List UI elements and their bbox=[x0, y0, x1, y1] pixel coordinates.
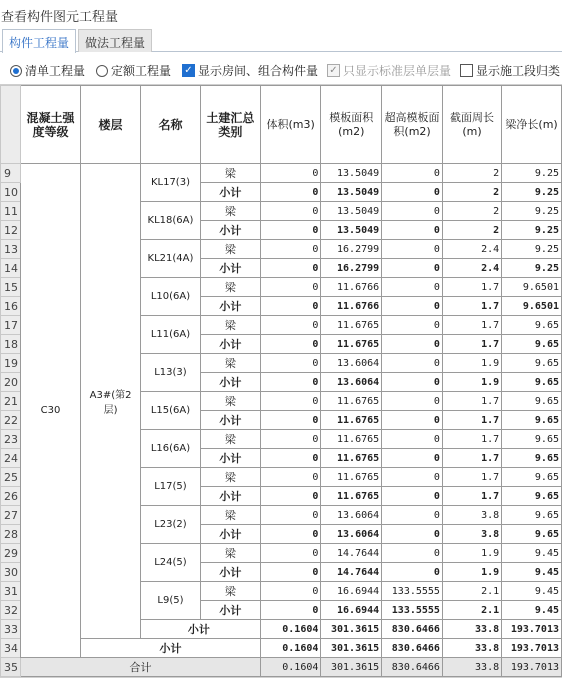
row-number: 11 bbox=[1, 202, 21, 221]
total-value: 0.1604 bbox=[260, 658, 320, 677]
overheight-cell: 0 bbox=[382, 183, 443, 202]
header-perimeter[interactable]: 截面周长(m) bbox=[442, 86, 501, 164]
perimeter-cell: 1.9 bbox=[442, 354, 501, 373]
row-number: 35 bbox=[1, 658, 21, 677]
overheight-cell: 0 bbox=[382, 430, 443, 449]
radio-selected-icon[interactable] bbox=[10, 65, 22, 77]
category-cell: 梁 bbox=[200, 316, 260, 335]
row-number: 28 bbox=[1, 525, 21, 544]
category-cell: 小计 bbox=[200, 525, 260, 544]
volume-cell: 0 bbox=[260, 316, 320, 335]
option-show-construction[interactable] bbox=[460, 62, 560, 79]
perimeter-cell: 2 bbox=[442, 221, 501, 240]
total-value: 830.6466 bbox=[382, 658, 443, 677]
length-cell: 9.65 bbox=[502, 392, 562, 411]
perimeter-cell: 1.7 bbox=[442, 297, 501, 316]
option-show-standard bbox=[327, 62, 451, 79]
tab-bar bbox=[0, 27, 562, 52]
category-cell: 梁 bbox=[200, 202, 260, 221]
volume-cell: 0 bbox=[260, 373, 320, 392]
subtotal-value: 830.6466 bbox=[382, 639, 443, 658]
formwork-cell: 13.6064 bbox=[321, 525, 382, 544]
overheight-cell: 0 bbox=[382, 373, 443, 392]
category-cell: 梁 bbox=[200, 506, 260, 525]
length-cell: 9.25 bbox=[502, 183, 562, 202]
row-number: 10 bbox=[1, 183, 21, 202]
formwork-cell: 13.5049 bbox=[321, 183, 382, 202]
radio-unselected-icon[interactable] bbox=[96, 65, 108, 77]
subtotal-value: 33.8 bbox=[442, 639, 501, 658]
volume-cell: 0 bbox=[260, 221, 320, 240]
length-cell: 9.45 bbox=[502, 601, 562, 620]
perimeter-cell: 2 bbox=[442, 164, 501, 183]
option-show-standard-label: 只显示标准层单层量 bbox=[343, 64, 452, 78]
volume-cell: 0 bbox=[260, 449, 320, 468]
overheight-cell: 0 bbox=[382, 449, 443, 468]
volume-cell: 0 bbox=[260, 297, 320, 316]
tab-component-quantity[interactable]: 构件工程量 bbox=[2, 29, 76, 53]
option-qingdan-label: 清单工程量 bbox=[25, 64, 86, 78]
perimeter-cell: 1.7 bbox=[442, 278, 501, 297]
total-label: 合计 bbox=[21, 658, 261, 677]
row-number: 9 bbox=[1, 164, 21, 183]
category-cell: 小计 bbox=[200, 487, 260, 506]
category-cell: 梁 bbox=[200, 544, 260, 563]
status-bar bbox=[0, 677, 562, 695]
formwork-cell: 16.2799 bbox=[321, 259, 382, 278]
floor-cell: A3#(第2层) bbox=[81, 164, 141, 639]
subtotal-value: 301.3615 bbox=[321, 639, 382, 658]
subtotal-value: 0.1604 bbox=[260, 639, 320, 658]
volume-cell: 0 bbox=[260, 259, 320, 278]
perimeter-cell: 1.7 bbox=[442, 392, 501, 411]
volume-cell: 0 bbox=[260, 563, 320, 582]
row-number: 17 bbox=[1, 316, 21, 335]
option-show-rooms[interactable] bbox=[182, 62, 318, 79]
length-cell: 9.45 bbox=[502, 563, 562, 582]
perimeter-cell: 2 bbox=[442, 202, 501, 221]
category-cell: 梁 bbox=[200, 354, 260, 373]
formwork-cell: 11.6765 bbox=[321, 411, 382, 430]
total-value: 193.7013 bbox=[502, 658, 562, 677]
length-cell: 9.65 bbox=[502, 373, 562, 392]
category-cell: 小计 bbox=[200, 297, 260, 316]
formwork-cell: 14.7644 bbox=[321, 563, 382, 582]
member-name-cell: L16(6A) bbox=[141, 430, 201, 468]
formwork-cell: 13.5049 bbox=[321, 221, 382, 240]
length-cell: 9.25 bbox=[502, 221, 562, 240]
table-row[interactable] bbox=[1, 164, 562, 183]
perimeter-cell: 1.7 bbox=[442, 487, 501, 506]
member-name-cell: L24(5) bbox=[141, 544, 201, 582]
perimeter-cell: 2 bbox=[442, 183, 501, 202]
perimeter-cell: 1.7 bbox=[442, 316, 501, 335]
overheight-cell: 0 bbox=[382, 278, 443, 297]
overheight-cell: 0 bbox=[382, 563, 443, 582]
length-cell: 9.25 bbox=[502, 240, 562, 259]
member-name-cell: L10(6A) bbox=[141, 278, 201, 316]
member-name-cell: L11(6A) bbox=[141, 316, 201, 354]
perimeter-cell: 2.4 bbox=[442, 240, 501, 259]
header-length[interactable]: 梁净长(m) bbox=[502, 86, 562, 164]
options-bar bbox=[0, 54, 562, 84]
header-floor[interactable]: 楼层 bbox=[81, 86, 141, 164]
category-cell: 梁 bbox=[200, 468, 260, 487]
volume-cell: 0 bbox=[260, 506, 320, 525]
row-number: 25 bbox=[1, 468, 21, 487]
volume-cell: 0 bbox=[260, 430, 320, 449]
formwork-cell: 11.6766 bbox=[321, 278, 382, 297]
row-number: 12 bbox=[1, 221, 21, 240]
subtotal-value: 0.1604 bbox=[260, 620, 320, 639]
category-cell: 小计 bbox=[200, 335, 260, 354]
length-cell: 9.65 bbox=[502, 506, 562, 525]
total-value: 33.8 bbox=[442, 658, 501, 677]
length-cell: 9.6501 bbox=[502, 297, 562, 316]
perimeter-cell: 3.8 bbox=[442, 525, 501, 544]
subtotal-label: 小计 bbox=[81, 639, 261, 658]
volume-cell: 0 bbox=[260, 468, 320, 487]
formwork-cell: 14.7644 bbox=[321, 544, 382, 563]
member-name-cell: L23(2) bbox=[141, 506, 201, 544]
perimeter-cell: 2.1 bbox=[442, 601, 501, 620]
option-dinge[interactable] bbox=[96, 62, 171, 79]
quantity-table-container[interactable] bbox=[0, 84, 562, 677]
overheight-cell: 0 bbox=[382, 202, 443, 221]
formwork-cell: 11.6765 bbox=[321, 335, 382, 354]
grade-cell: C30 bbox=[21, 164, 81, 658]
formwork-cell: 11.6765 bbox=[321, 468, 382, 487]
overheight-cell: 133.5555 bbox=[382, 582, 443, 601]
subtotal-value: 830.6466 bbox=[382, 620, 443, 639]
volume-cell: 0 bbox=[260, 544, 320, 563]
header-grade[interactable]: 混凝土强度等级 bbox=[21, 86, 81, 164]
length-cell: 9.25 bbox=[502, 259, 562, 278]
length-cell: 9.65 bbox=[502, 316, 562, 335]
overheight-cell: 0 bbox=[382, 487, 443, 506]
overheight-cell: 0 bbox=[382, 221, 443, 240]
length-cell: 9.65 bbox=[502, 430, 562, 449]
overheight-cell: 0 bbox=[382, 335, 443, 354]
perimeter-cell: 1.7 bbox=[442, 468, 501, 487]
volume-cell: 0 bbox=[260, 335, 320, 354]
perimeter-cell: 1.9 bbox=[442, 563, 501, 582]
header-volume[interactable]: 体积(m3) bbox=[260, 86, 320, 164]
length-cell: 9.65 bbox=[502, 525, 562, 544]
volume-cell: 0 bbox=[260, 601, 320, 620]
length-cell: 9.45 bbox=[502, 544, 562, 563]
total-value: 301.3615 bbox=[321, 658, 382, 677]
overheight-cell: 0 bbox=[382, 525, 443, 544]
grade-subtotal-row[interactable] bbox=[1, 639, 562, 658]
grand-total-row[interactable] bbox=[1, 658, 562, 677]
checkbox-unchecked-icon[interactable] bbox=[460, 64, 473, 77]
category-cell: 小计 bbox=[200, 373, 260, 392]
quantity-table bbox=[0, 85, 562, 677]
formwork-cell: 13.6064 bbox=[321, 506, 382, 525]
overheight-cell: 0 bbox=[382, 468, 443, 487]
member-name-cell: L15(6A) bbox=[141, 392, 201, 430]
formwork-cell: 16.2799 bbox=[321, 240, 382, 259]
category-cell: 梁 bbox=[200, 278, 260, 297]
volume-cell: 0 bbox=[260, 354, 320, 373]
option-qingdan[interactable] bbox=[10, 62, 85, 79]
overheight-cell: 0 bbox=[382, 259, 443, 278]
volume-cell: 0 bbox=[260, 183, 320, 202]
subtotal-value: 193.7013 bbox=[502, 639, 562, 658]
overheight-cell: 0 bbox=[382, 164, 443, 183]
volume-cell: 0 bbox=[260, 525, 320, 544]
header-formwork[interactable]: 模板面积(m2) bbox=[321, 86, 382, 164]
volume-cell: 0 bbox=[260, 392, 320, 411]
option-show-rooms-label: 显示房间、组合构件量 bbox=[198, 64, 319, 78]
formwork-cell: 11.6765 bbox=[321, 316, 382, 335]
volume-cell: 0 bbox=[260, 278, 320, 297]
formwork-cell: 16.6944 bbox=[321, 582, 382, 601]
length-cell: 9.25 bbox=[502, 164, 562, 183]
volume-cell: 0 bbox=[260, 164, 320, 183]
length-cell: 9.65 bbox=[502, 335, 562, 354]
formwork-cell: 13.6064 bbox=[321, 354, 382, 373]
perimeter-cell: 1.9 bbox=[442, 373, 501, 392]
perimeter-cell: 1.7 bbox=[442, 335, 501, 354]
row-number: 29 bbox=[1, 544, 21, 563]
volume-cell: 0 bbox=[260, 411, 320, 430]
formwork-cell: 13.6064 bbox=[321, 373, 382, 392]
subtotal-value: 33.8 bbox=[442, 620, 501, 639]
length-cell: 9.65 bbox=[502, 354, 562, 373]
row-number: 21 bbox=[1, 392, 21, 411]
category-cell: 小计 bbox=[200, 183, 260, 202]
formwork-cell: 11.6766 bbox=[321, 297, 382, 316]
overheight-cell: 0 bbox=[382, 392, 443, 411]
row-number: 15 bbox=[1, 278, 21, 297]
perimeter-cell: 2.4 bbox=[442, 259, 501, 278]
option-dinge-label: 定额工程量 bbox=[111, 64, 172, 78]
overheight-cell: 0 bbox=[382, 411, 443, 430]
subtotal-value: 193.7013 bbox=[502, 620, 562, 639]
overheight-cell: 0 bbox=[382, 354, 443, 373]
length-cell: 9.25 bbox=[502, 202, 562, 221]
row-number: 31 bbox=[1, 582, 21, 601]
row-number: 14 bbox=[1, 259, 21, 278]
header-name[interactable]: 名称 bbox=[141, 86, 201, 164]
overheight-cell: 133.5555 bbox=[382, 601, 443, 620]
header-category[interactable]: 土建汇总类别 bbox=[200, 86, 260, 164]
subtotal-label: 小计 bbox=[141, 620, 261, 639]
subtotal-value: 301.3615 bbox=[321, 620, 382, 639]
tab-method-quantity[interactable]: 做法工程量 bbox=[78, 29, 152, 52]
perimeter-cell: 1.7 bbox=[442, 430, 501, 449]
formwork-cell: 11.6765 bbox=[321, 430, 382, 449]
formwork-cell: 11.6765 bbox=[321, 449, 382, 468]
row-number: 20 bbox=[1, 373, 21, 392]
row-number: 13 bbox=[1, 240, 21, 259]
volume-cell: 0 bbox=[260, 202, 320, 221]
category-cell: 梁 bbox=[200, 582, 260, 601]
member-name-cell: L9(5) bbox=[141, 582, 201, 620]
row-number: 22 bbox=[1, 411, 21, 430]
category-cell: 梁 bbox=[200, 392, 260, 411]
checkbox-disabled-icon: ✓ bbox=[327, 64, 340, 77]
volume-cell: 0 bbox=[260, 487, 320, 506]
volume-cell: 0 bbox=[260, 240, 320, 259]
member-name-cell: KL21(4A) bbox=[141, 240, 201, 278]
length-cell: 9.65 bbox=[502, 449, 562, 468]
row-number: 18 bbox=[1, 335, 21, 354]
row-number: 23 bbox=[1, 430, 21, 449]
overheight-cell: 0 bbox=[382, 506, 443, 525]
category-cell: 梁 bbox=[200, 164, 260, 183]
category-cell: 梁 bbox=[200, 430, 260, 449]
row-number-header bbox=[1, 86, 21, 164]
volume-cell: 0 bbox=[260, 582, 320, 601]
row-number: 27 bbox=[1, 506, 21, 525]
perimeter-cell: 2.1 bbox=[442, 582, 501, 601]
category-cell: 小计 bbox=[200, 259, 260, 278]
overheight-cell: 0 bbox=[382, 297, 443, 316]
row-number: 33 bbox=[1, 620, 21, 639]
row-number: 30 bbox=[1, 563, 21, 582]
member-name-cell: L13(3) bbox=[141, 354, 201, 392]
formwork-cell: 11.6765 bbox=[321, 487, 382, 506]
length-cell: 9.65 bbox=[502, 468, 562, 487]
window-title: 查看构件图元工程量 bbox=[0, 0, 562, 27]
overheight-cell: 0 bbox=[382, 544, 443, 563]
perimeter-cell: 3.8 bbox=[442, 506, 501, 525]
row-number: 16 bbox=[1, 297, 21, 316]
row-number: 24 bbox=[1, 449, 21, 468]
formwork-cell: 13.5049 bbox=[321, 164, 382, 183]
length-cell: 9.45 bbox=[502, 582, 562, 601]
category-cell: 小计 bbox=[200, 601, 260, 620]
category-cell: 小计 bbox=[200, 563, 260, 582]
length-cell: 9.65 bbox=[502, 411, 562, 430]
row-number: 19 bbox=[1, 354, 21, 373]
overheight-cell: 0 bbox=[382, 240, 443, 259]
category-cell: 小计 bbox=[200, 221, 260, 240]
member-name-cell: KL18(6A) bbox=[141, 202, 201, 240]
member-name-cell: KL17(3) bbox=[141, 164, 201, 202]
row-number: 32 bbox=[1, 601, 21, 620]
length-cell: 9.6501 bbox=[502, 278, 562, 297]
perimeter-cell: 1.7 bbox=[442, 411, 501, 430]
option-show-construction-label: 显示施工段归类 bbox=[476, 64, 561, 78]
row-number: 26 bbox=[1, 487, 21, 506]
perimeter-cell: 1.9 bbox=[442, 544, 501, 563]
formwork-cell: 13.5049 bbox=[321, 202, 382, 221]
category-cell: 小计 bbox=[200, 411, 260, 430]
length-cell: 9.65 bbox=[502, 487, 562, 506]
category-cell: 梁 bbox=[200, 240, 260, 259]
overheight-cell: 0 bbox=[382, 316, 443, 335]
formwork-cell: 11.6765 bbox=[321, 392, 382, 411]
row-number: 34 bbox=[1, 639, 21, 658]
formwork-cell: 16.6944 bbox=[321, 601, 382, 620]
header-overheight[interactable]: 超高模板面积(m2) bbox=[382, 86, 443, 164]
perimeter-cell: 1.7 bbox=[442, 449, 501, 468]
category-cell: 小计 bbox=[200, 449, 260, 468]
checkbox-checked-icon[interactable]: ✓ bbox=[182, 64, 195, 77]
member-name-cell: L17(5) bbox=[141, 468, 201, 506]
